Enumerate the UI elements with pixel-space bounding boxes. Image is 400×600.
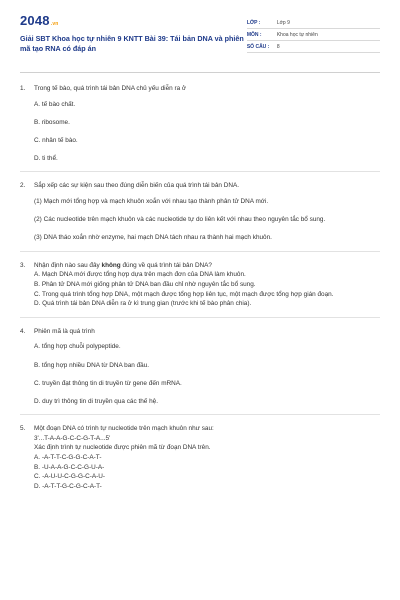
question-1 — [20, 81, 380, 163]
option-a[interactable]: A. tế bào chất. — [34, 100, 76, 108]
option-d[interactable]: D. ti thể. — [34, 154, 58, 162]
question-number: 1. — [20, 85, 26, 92]
meta-key: MÔN : — [246, 31, 262, 38]
logo-suffix: .vn — [50, 21, 59, 27]
event-2: (2) Các nucleotide trên mạch khuôn và các nucleotide tự do liên kết với nhau theo nguyên tắc bổ sung. — [34, 216, 326, 224]
question-3 — [20, 258, 380, 309]
site-logo[interactable]: 2048.vn — [20, 13, 59, 28]
meta-row-subject — [247, 29, 380, 41]
option-d[interactable]: D. -A-T-T-G-C-G-C-A-T- — [34, 482, 102, 490]
dna-sequence: 3'...T-A-A-G-C-C-G-T-A...5' — [34, 434, 111, 442]
question-text: Trong tế bào, quá trình tái bản DNA chủ yếu diễn ra ở — [34, 85, 187, 92]
question-2 — [20, 178, 380, 242]
question-text: Phiên mã là quá trình — [34, 327, 95, 335]
question-5 — [20, 421, 380, 491]
question-4 — [20, 324, 380, 406]
question-text: Sắp xếp các sự kiện sau theo đúng diễn biến của quá trình tái bản DNA. — [34, 182, 240, 190]
option-c[interactable]: C. nhân tế bào. — [34, 136, 78, 144]
question-number: 4. — [20, 327, 26, 335]
question-separator — [20, 171, 380, 172]
option-a[interactable]: A. tổng hợp chuỗi polypeptide. — [34, 343, 121, 351]
question-number: 3. — [20, 261, 26, 269]
option-c[interactable]: C. Trong quá trình tổng hợp DNA, một mạch được tổng hợp liên tục, một mạch được tổng hợp gián đoạn. — [34, 290, 334, 298]
event-1: (1) Mạch mới tổng hợp và mạch khuôn xoắn với nhau tạo thành phân tử DNA mới. — [34, 198, 269, 206]
question-number: 5. — [20, 425, 26, 433]
question-separator — [20, 251, 380, 252]
header — [20, 14, 380, 58]
option-b[interactable]: B. tổng hợp nhiều DNA từ DNA ban đầu. — [34, 361, 150, 369]
option-a[interactable]: A. Mạch DNA mới được tổng hợp dựa trên mạch đơn của DNA làm khuôn. — [34, 271, 246, 279]
question-separator — [20, 414, 380, 415]
meta-row-grade — [247, 17, 380, 29]
meta-value: Khoa học tự nhiên — [276, 31, 318, 38]
option-a[interactable]: A. -A-T-T-C-G-G-C-A-T- — [34, 454, 102, 462]
meta-row-count — [247, 41, 380, 53]
document-title: Giải SBT Khoa học tự nhiên 9 KNTT Bài 39: Tái bản DNA và phiên mã tạo RNA có đáp án — [20, 34, 244, 53]
question-instruction: Xác định trình tự nucleotide được phiên mã từ đoạn DNA trên. — [34, 444, 211, 452]
meta-key: LỚP : — [246, 19, 261, 26]
option-d[interactable]: D. Quá trình tái bản DNA diễn ra ở kì trung gian (trước khi tế bào phân chia). — [34, 300, 252, 308]
meta-value: 8 — [276, 43, 280, 50]
question-text: Nhận định nào sau đây không đúng về quá trình tái bản DNA? — [34, 261, 212, 269]
meta-value: Lớp 9 — [276, 19, 290, 26]
emphasis-word: không — [101, 261, 121, 269]
question-text: Một đoạn DNA có trình tự nucleotide trên mạch khuôn như sau: — [34, 425, 214, 433]
option-c[interactable]: C. truyền đạt thông tin di truyền từ gene đến mRNA. — [34, 379, 182, 387]
header-divider — [20, 72, 380, 73]
brand — [20, 14, 247, 53]
question-separator — [20, 317, 380, 318]
option-b[interactable]: B. Phân tử DNA mới giống phân tử DNA ban đầu chỉ nhờ nguyên tắc bổ sung. — [34, 281, 256, 289]
event-3: (3) DNA tháo xoắn nhờ enzyme, hai mạch DNA tách nhau ra thành hai mạch khuôn. — [34, 234, 272, 242]
question-number: 2. — [20, 182, 26, 190]
option-b[interactable]: B. ribosome. — [34, 118, 70, 126]
option-c[interactable]: C. -A-U-U-C-G-G-C-A-U- — [34, 473, 105, 481]
meta-key: SỐ CÂU : — [246, 43, 270, 50]
option-b[interactable]: B. -U-A-A-G-C-C-G-U-A- — [34, 463, 105, 471]
option-d[interactable]: D. duy trì thông tin di truyền qua các thế hệ. — [34, 397, 158, 405]
meta-info — [247, 17, 380, 53]
